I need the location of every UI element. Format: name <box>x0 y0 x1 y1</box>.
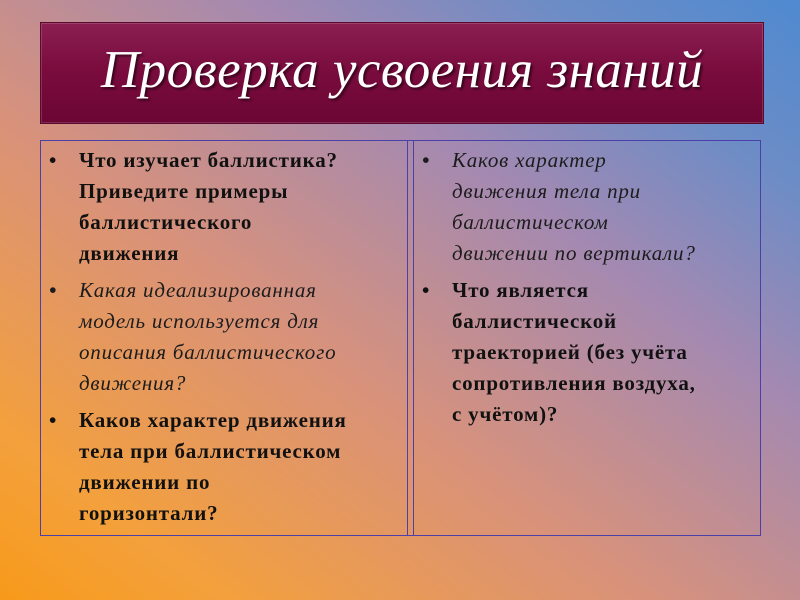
question-item <box>41 405 407 529</box>
left-column <box>41 141 408 535</box>
right-column <box>413 141 760 535</box>
questions-table <box>40 140 761 536</box>
question-text: Что изучает баллистика? Приведите примеры баллистического движения <box>79 148 338 265</box>
bullet-icon: • <box>422 278 431 302</box>
question-text: Какая идеализированная модель используется для описания баллистического движения? <box>79 278 337 395</box>
question-item <box>41 275 407 399</box>
question-item <box>414 275 760 430</box>
bullet-icon: • <box>49 408 58 432</box>
left-question-list <box>41 141 407 529</box>
title-banner <box>40 22 764 124</box>
right-question-list <box>414 141 760 430</box>
bullet-icon: • <box>49 278 58 302</box>
question-text: Каков характер движения тела при баллистическом движении по горизонтали? <box>79 408 347 525</box>
slide-title: Проверка усвоения знаний <box>100 41 704 99</box>
bullet-icon: • <box>422 148 431 172</box>
bullet-icon: • <box>49 148 58 172</box>
question-text: Что является баллистической траекторией (без учёта сопротивления воздуха, с учётом)? <box>452 278 696 426</box>
question-text: Каков характер движения тела при баллистическом движении по вертикали? <box>452 148 696 265</box>
question-item <box>414 145 760 269</box>
question-item <box>41 145 407 269</box>
